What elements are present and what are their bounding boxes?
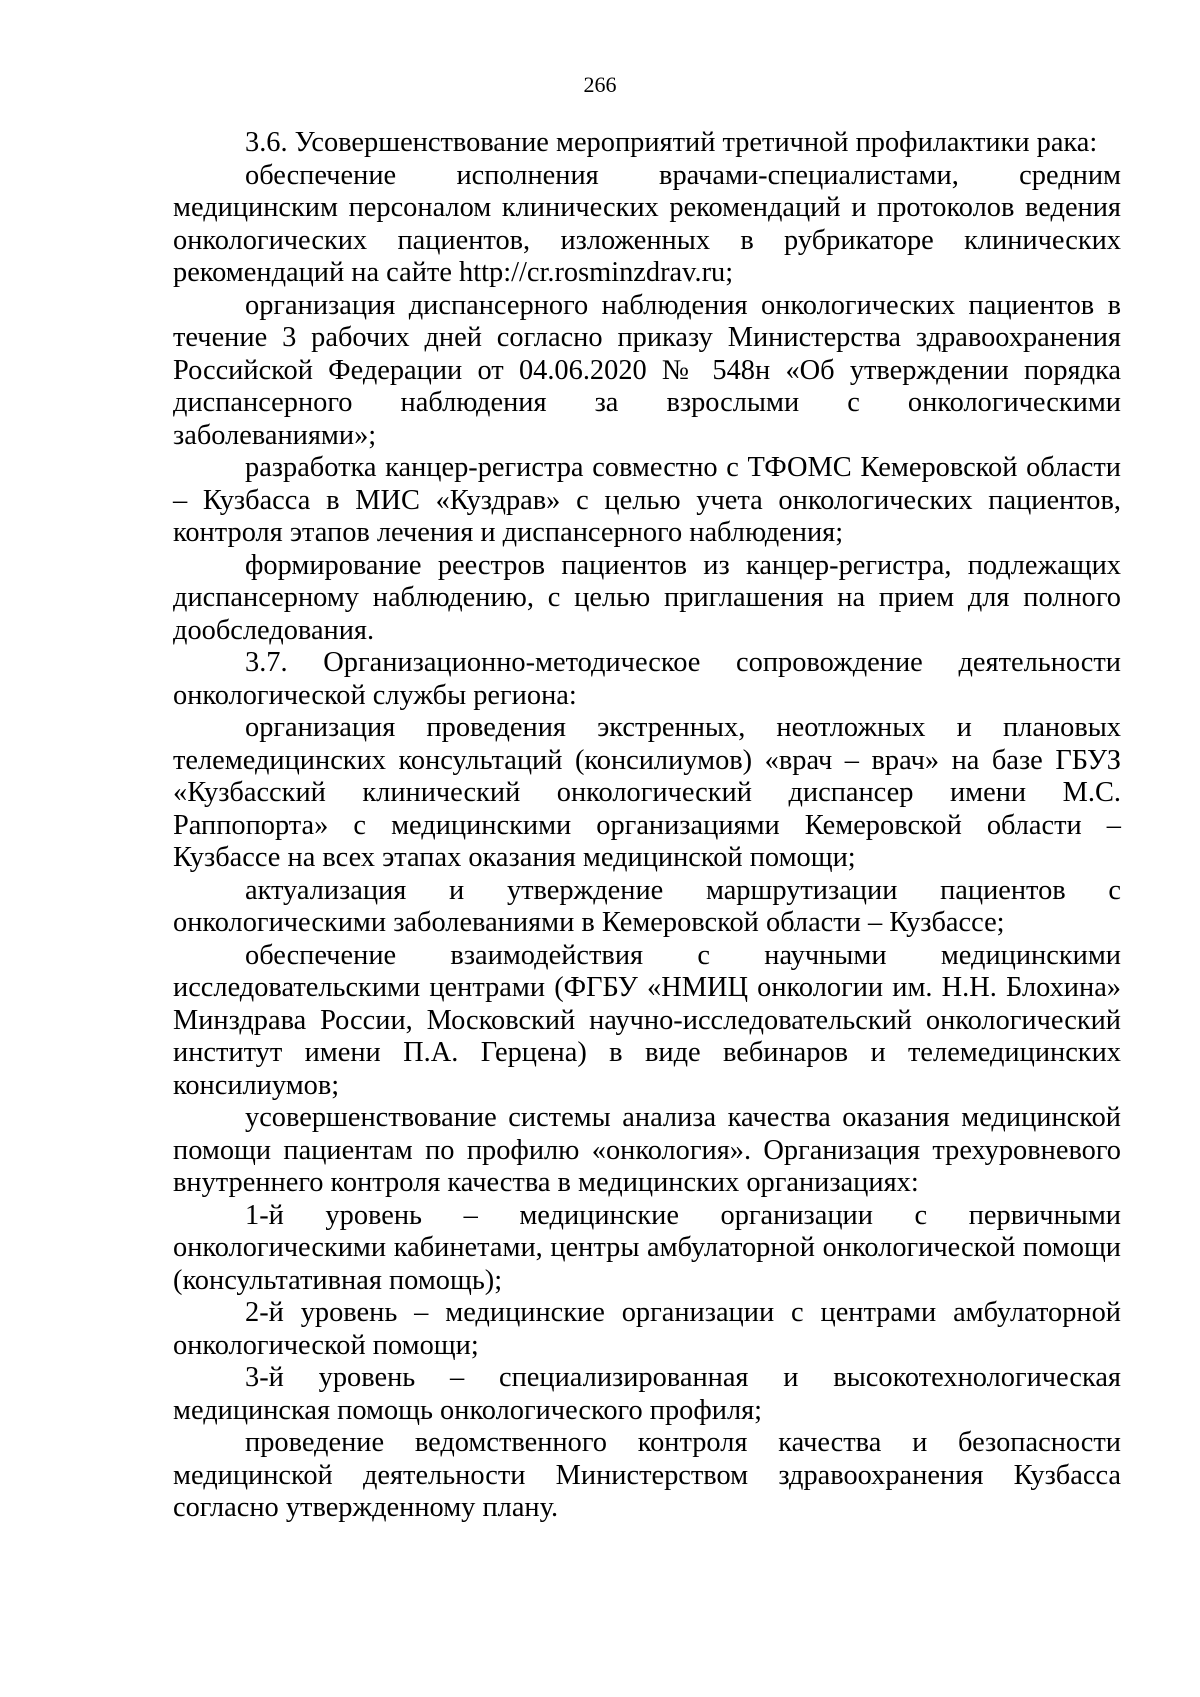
section-3-7-heading: 3.7. Организационно-методическое сопровождение деятельности онкологической службы региона:: [173, 647, 1121, 711]
paragraph-patient-registries: формирование реестров пациентов из канцер-регистра, подлежащих диспансерному наблюдению, с целью приглашения на прием для полного дообследования.: [173, 549, 1121, 646]
paragraph-clinical-recommendations: обеспечение исполнения врачами-специалистами, средним медицинским персоналом клинических рекомендаций и протоколов ведения онкологических пациентов, изложенных в рубрикаторе клинических рекомендаций на сайте http://cr.rosminzdrav.ru;: [173, 159, 1121, 288]
section-3-6-heading: 3.6. Усовершенствование мероприятий третичной профилактики рака:: [245, 127, 1098, 158]
page-number: 266: [583, 72, 617, 97]
document-body: [173, 127, 1121, 1525]
paragraph-dispensary-observation: организация диспансерного наблюдения онкологических пациентов в течение 3 рабочих дней согласно приказу Министерства здравоохранения Российской Федерации от 04.06.2020 № 548н «Об утверждении порядка диспансерного наблюдения за взрослыми с онкологическими заболеваниями»;: [173, 289, 1121, 451]
paragraph-telemedicine-consultations: организация проведения экстренных, неотложных и плановых телемедицинских консультаций (консилиумов) «врач – врач» на базе ГБУЗ «Кузбасский клинический онкологический диспансер имени М.С. Раппопорта» с медицинскими организациями Кемеровской области – Кузбассе на всех этапах оказания медицинской помощи;: [173, 712, 1121, 873]
paragraph-patient-routing: актуализация и утверждение маршрутизации пациентов с онкологическими заболеваниями в Кемеровской области – Кузбассе;: [173, 874, 1121, 938]
paragraph-level-1: 1-й уровень – медицинские организации с первичными онкологическими кабинетами, центры амбулаторной онкологической помощи (консультативная помощь);: [173, 1199, 1121, 1296]
paragraph-quality-control-system: усовершенствование системы анализа качества оказания медицинской помощи пациентам по профилю «онкология». Организация трехуровневого внутреннего контроля качества в медицинских организациях:: [173, 1102, 1121, 1198]
paragraph-departmental-control: проведение ведомственного контроля качества и безопасности медицинской деятельности Министерством здравоохранения Кузбасса согласно утвержденному плану.: [173, 1427, 1121, 1523]
paragraph-research-centers: обеспечение взаимодействия с научными медицинскими исследовательскими центрами (ФГБУ «НМИЦ онкологии им. Н.Н. Блохина» Минздрава России, Московский научно-исследовательский онкологический институт имени П.А. Герцена) в виде вебинаров и телемедицинских консилиумов;: [173, 939, 1121, 1101]
paragraph-level-2: 2-й уровень – медицинские организации с центрами амбулаторной онкологической помощи;: [173, 1297, 1121, 1361]
paragraph-cancer-register: разработка канцер-регистра совместно с ТФОМС Кемеровской области – Кузбасса в МИС «Куздрав» с целью учета онкологических пациентов, контроля этапов лечения и диспансерного наблюдения;: [173, 452, 1121, 548]
paragraph-level-3: 3-й уровень – специализированная и высокотехнологическая медицинская помощь онкологического профиля;: [173, 1362, 1121, 1426]
